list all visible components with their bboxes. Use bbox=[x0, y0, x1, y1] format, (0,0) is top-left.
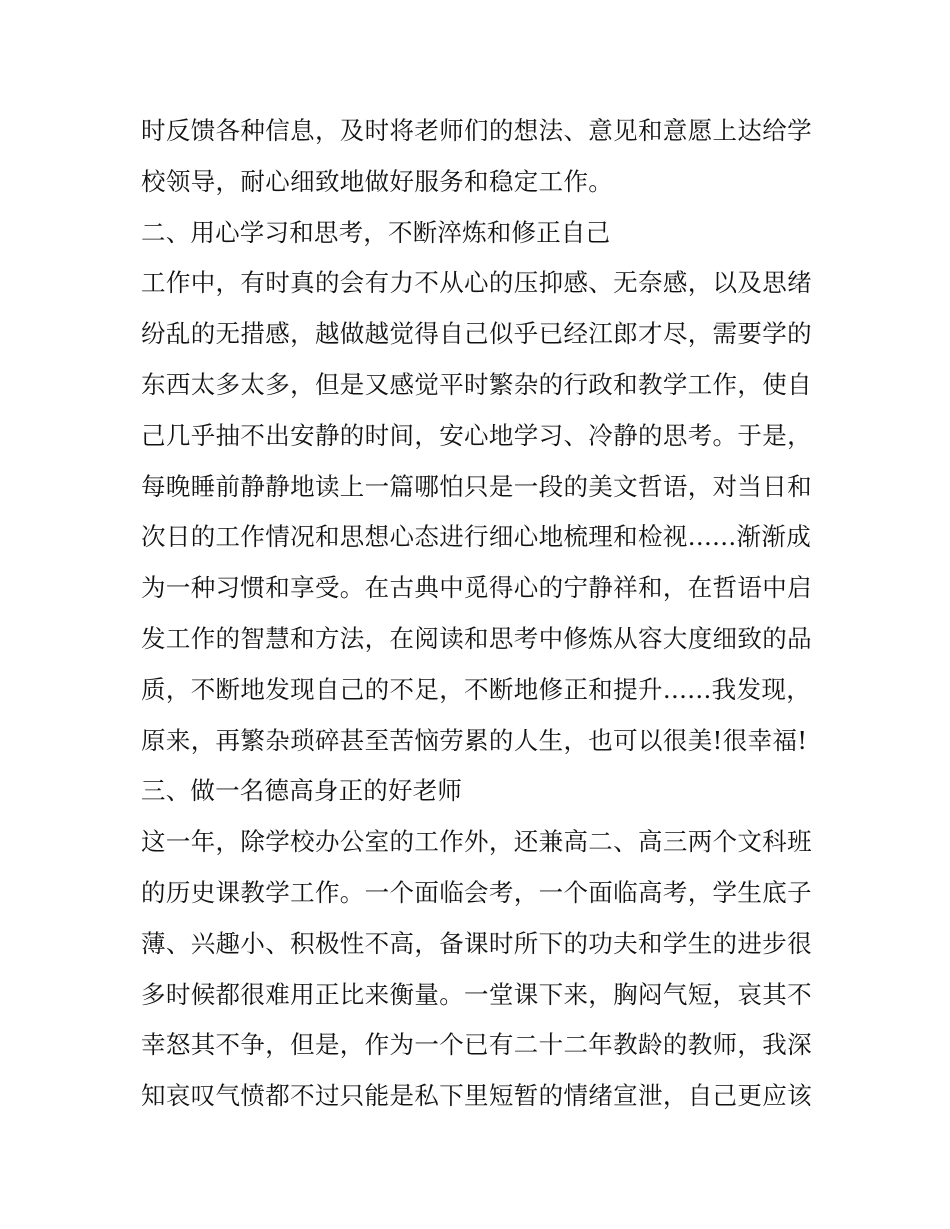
text-line: 校领导，耐心细致地做好服务和稳定工作。 bbox=[141, 166, 614, 196]
text-line: 为一种习惯和享受。在古典中觅得心的宁静祥和，在哲语中启 bbox=[141, 573, 812, 603]
body-text bbox=[141, 106, 821, 1122]
text-line: 次日的工作情况和思想心态进行细心地梳理和检视......渐渐成 bbox=[141, 522, 812, 552]
text-line: 这一年，除学校办公室的工作外，还兼高二、高三两个文科班 bbox=[141, 827, 812, 857]
text-line: 薄、兴趣小、积极性不高，备课时所下的功夫和学生的进步很 bbox=[141, 928, 812, 958]
text-line: 的历史课教学工作。一个面临会考，一个面临高考，学生底子 bbox=[141, 877, 812, 907]
text-line: 多时候都很难用正比来衡量。一堂课下来，胸闷气短，哀其不 bbox=[141, 979, 812, 1009]
text-line: 时反馈各种信息，及时将老师们的想法、意见和意愿上达给学 bbox=[141, 116, 812, 145]
text-line: 工作中，有时真的会有力不从心的压抑感、无奈感，以及思绪 bbox=[141, 268, 812, 298]
text-line: 己几乎抽不出安静的时间，安心地学习、冷静的思考。于是， bbox=[141, 420, 812, 450]
text-line: 东西太多太多，但是又感觉平时繁杂的行政和教学工作，使自 bbox=[141, 369, 812, 399]
text-line: 发工作的智慧和方法，在阅读和思考中修炼从容大度细致的品 bbox=[141, 623, 812, 653]
text-line: 质，不断地发现自己的不足，不断地修正和提升......我发现， bbox=[141, 674, 812, 704]
section-heading: 二、用心学习和思考，不断淬炼和修正自己 bbox=[141, 217, 611, 247]
text-line: 纷乱的无措感，越做越觉得自己似乎已经江郎才尽，需要学的 bbox=[141, 319, 812, 349]
text-line: 幸怒其不争，但是，作为一个已有二十二年教龄的教师，我深 bbox=[141, 1030, 812, 1060]
section-heading: 三、做一名德高身正的好老师 bbox=[141, 776, 463, 806]
text-line: 知哀叹气愤都不过只能是私下里短暂的情绪宣泄，自己更应该 bbox=[141, 1081, 812, 1111]
text-line: 每晚睡前静静地读上一篇哪怕只是一段的美文哲语，对当日和 bbox=[141, 471, 812, 501]
text-line: 原来，再繁杂琐碎甚至苦恼劳累的人生，也可以很美!很幸福! bbox=[141, 725, 808, 755]
